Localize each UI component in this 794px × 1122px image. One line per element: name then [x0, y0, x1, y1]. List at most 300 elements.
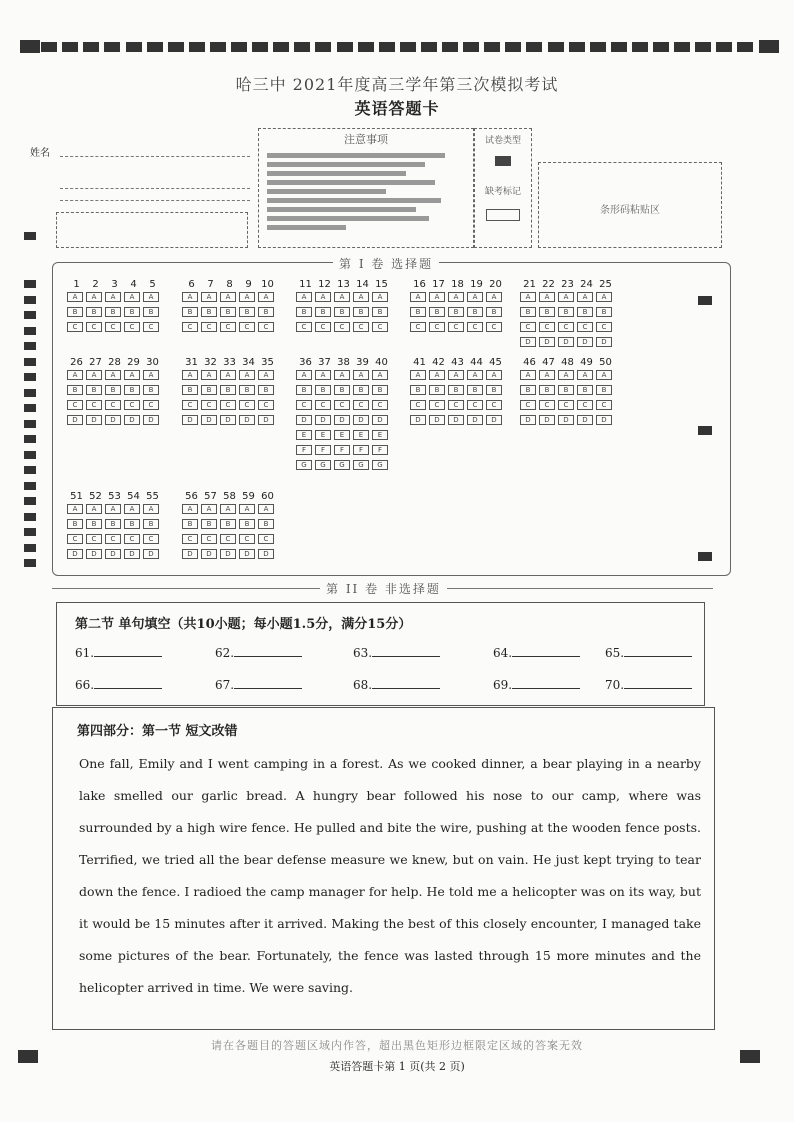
answer-bubble[interactable]: D: [67, 549, 83, 559]
answer-bubble[interactable]: B: [467, 385, 483, 395]
answer-bubble[interactable]: C: [67, 534, 83, 544]
answer-bubble[interactable]: D: [143, 549, 159, 559]
option-row: [296, 415, 391, 428]
answer-bubble[interactable]: G: [296, 460, 312, 470]
answer-bubble[interactable]: D: [182, 415, 198, 425]
answer-bubble[interactable]: D: [353, 415, 369, 425]
answer-bubble[interactable]: B: [239, 385, 255, 395]
answer-bubble[interactable]: C: [201, 534, 217, 544]
answer-bubble[interactable]: B: [520, 307, 536, 317]
answer-bubble[interactable]: A: [239, 292, 255, 302]
question-number: 46: [523, 357, 536, 368]
question-number: 19: [470, 279, 483, 290]
answer-bubble[interactable]: C: [539, 322, 555, 332]
timing-mark: [294, 42, 310, 52]
answer-bubble[interactable]: B: [201, 385, 217, 395]
answer-bubble[interactable]: A: [467, 292, 483, 302]
timing-mark: [24, 280, 36, 288]
answer-bubble[interactable]: D: [467, 415, 483, 425]
answer-bubble[interactable]: D: [539, 415, 555, 425]
answer-bubble[interactable]: A: [448, 292, 464, 302]
answer-bubble[interactable]: A: [201, 292, 217, 302]
answer-bubble[interactable]: B: [220, 385, 236, 395]
answer-bubble[interactable]: B: [558, 307, 574, 317]
answer-bubble[interactable]: B: [334, 385, 350, 395]
answer-bubble[interactable]: A: [124, 504, 140, 514]
blank-line[interactable]: [372, 645, 440, 657]
answer-bubble[interactable]: B: [105, 307, 121, 317]
answer-bubble[interactable]: B: [86, 519, 102, 529]
answer-bubble[interactable]: C: [67, 322, 83, 332]
answer-bubble[interactable]: B: [448, 385, 464, 395]
notice-box: [258, 128, 474, 248]
answer-bubble[interactable]: A: [372, 292, 388, 302]
answer-bubble[interactable]: C: [182, 400, 198, 410]
option-row: [410, 400, 505, 413]
answer-bubble[interactable]: C: [596, 322, 612, 332]
answer-bubble[interactable]: B: [124, 385, 140, 395]
answer-bubble[interactable]: C: [201, 322, 217, 332]
option-row: [410, 415, 505, 428]
answer-bubble[interactable]: B: [334, 307, 350, 317]
question-number: 25: [599, 279, 612, 290]
answer-bubble[interactable]: C: [143, 534, 159, 544]
timing-mark: [759, 40, 779, 53]
answer-bubble[interactable]: C: [315, 400, 331, 410]
answer-bubble[interactable]: A: [520, 370, 536, 380]
answer-bubble[interactable]: C: [220, 534, 236, 544]
answer-bubble[interactable]: D: [429, 415, 445, 425]
answer-bubble[interactable]: C: [105, 534, 121, 544]
answer-bubble[interactable]: D: [201, 415, 217, 425]
answer-bubble[interactable]: B: [410, 307, 426, 317]
answer-bubble[interactable]: A: [143, 370, 159, 380]
timing-mark: [24, 559, 36, 567]
answer-bubble[interactable]: C: [143, 322, 159, 332]
answer-bubble[interactable]: B: [577, 307, 593, 317]
answer-bubble[interactable]: A: [67, 370, 83, 380]
answer-bubble[interactable]: B: [124, 519, 140, 529]
answer-bubble[interactable]: A: [520, 292, 536, 302]
answer-bubble[interactable]: B: [258, 385, 274, 395]
timing-mark: [189, 42, 205, 52]
timing-mark: [315, 42, 331, 52]
blank-line[interactable]: [372, 677, 440, 689]
answer-bubble[interactable]: A: [539, 370, 555, 380]
answer-bubble[interactable]: C: [124, 534, 140, 544]
answer-bubble[interactable]: B: [596, 385, 612, 395]
blank-line[interactable]: [512, 645, 580, 657]
answer-bubble[interactable]: E: [296, 430, 312, 440]
question-number: 49: [580, 357, 593, 368]
answer-bubble[interactable]: D: [220, 415, 236, 425]
answer-bubble[interactable]: B: [67, 307, 83, 317]
answer-bubble[interactable]: A: [429, 370, 445, 380]
answer-bubble[interactable]: B: [124, 307, 140, 317]
blank-item[interactable]: [75, 645, 162, 660]
answer-bubble[interactable]: G: [315, 460, 331, 470]
answer-bubble[interactable]: B: [353, 307, 369, 317]
answer-bubble[interactable]: B: [182, 385, 198, 395]
answer-bubble[interactable]: A: [105, 370, 121, 380]
answer-bubble[interactable]: A: [201, 504, 217, 514]
answer-bubble[interactable]: D: [124, 415, 140, 425]
answer-bubble[interactable]: C: [124, 322, 140, 332]
answer-bubble[interactable]: D: [258, 549, 274, 559]
answer-bubble[interactable]: D: [596, 337, 612, 347]
answer-bubble[interactable]: D: [486, 415, 502, 425]
timing-mark: [24, 327, 36, 335]
answer-bubble[interactable]: C: [410, 400, 426, 410]
answer-bubble[interactable]: C: [353, 322, 369, 332]
answer-bubble[interactable]: C: [315, 322, 331, 332]
answer-bubble[interactable]: B: [201, 307, 217, 317]
answer-bubble[interactable]: A: [353, 292, 369, 302]
answer-bubble[interactable]: B: [448, 307, 464, 317]
answer-bubble[interactable]: C: [577, 322, 593, 332]
answer-bubble[interactable]: C: [239, 322, 255, 332]
answer-bubble[interactable]: B: [577, 385, 593, 395]
answer-bubble[interactable]: B: [372, 385, 388, 395]
answer-bubble[interactable]: D: [520, 415, 536, 425]
answer-bubble[interactable]: C: [86, 322, 102, 332]
answer-bubble[interactable]: D: [577, 337, 593, 347]
answer-bubble[interactable]: B: [539, 385, 555, 395]
option-row: [296, 460, 391, 473]
answer-bubble[interactable]: A: [67, 292, 83, 302]
answer-bubble[interactable]: D: [334, 415, 350, 425]
answer-bubble[interactable]: A: [353, 370, 369, 380]
blank-line[interactable]: [512, 677, 580, 689]
answer-bubble[interactable]: C: [201, 400, 217, 410]
answer-bubble[interactable]: B: [201, 519, 217, 529]
answer-bubble[interactable]: D: [372, 415, 388, 425]
answer-bubble[interactable]: B: [372, 307, 388, 317]
answer-bubble[interactable]: A: [182, 292, 198, 302]
blank-item[interactable]: [605, 677, 692, 692]
answer-bubble[interactable]: E: [353, 430, 369, 440]
answer-bubble[interactable]: B: [67, 385, 83, 395]
answer-bubble[interactable]: A: [143, 292, 159, 302]
answer-bubble[interactable]: B: [520, 385, 536, 395]
answer-bubble[interactable]: D: [182, 549, 198, 559]
answer-bubble[interactable]: A: [410, 292, 426, 302]
answer-bubble[interactable]: A: [239, 370, 255, 380]
answer-bubble[interactable]: C: [410, 322, 426, 332]
answer-bubble[interactable]: D: [86, 415, 102, 425]
answer-bubble[interactable]: B: [410, 385, 426, 395]
answer-bubble[interactable]: B: [143, 307, 159, 317]
answer-bubble[interactable]: C: [258, 534, 274, 544]
answer-bubble[interactable]: E: [334, 430, 350, 440]
answer-bubble[interactable]: B: [429, 385, 445, 395]
answer-bubble[interactable]: C: [296, 400, 312, 410]
answer-bubble[interactable]: C: [429, 400, 445, 410]
answer-bubble[interactable]: A: [334, 370, 350, 380]
answer-bubble[interactable]: B: [296, 307, 312, 317]
answer-bubble[interactable]: C: [558, 400, 574, 410]
answer-bubble[interactable]: A: [182, 370, 198, 380]
answer-bubble[interactable]: B: [182, 307, 198, 317]
answer-bubble[interactable]: D: [105, 549, 121, 559]
answer-bubble[interactable]: C: [596, 400, 612, 410]
answer-bubble[interactable]: B: [315, 385, 331, 395]
option-row: [67, 292, 162, 305]
answer-bubble[interactable]: A: [182, 504, 198, 514]
answer-bubble[interactable]: B: [220, 519, 236, 529]
answer-bubble[interactable]: A: [577, 292, 593, 302]
answer-bubble[interactable]: C: [334, 400, 350, 410]
answer-bubble[interactable]: A: [86, 292, 102, 302]
answer-bubble[interactable]: C: [486, 400, 502, 410]
answer-bubble[interactable]: A: [315, 292, 331, 302]
seat-field[interactable]: [60, 200, 250, 201]
answer-bubble[interactable]: C: [220, 322, 236, 332]
answer-bubble[interactable]: C: [182, 322, 198, 332]
answer-bubble[interactable]: D: [258, 415, 274, 425]
answer-bubble[interactable]: A: [258, 292, 274, 302]
answer-bubble[interactable]: A: [143, 504, 159, 514]
blank-item[interactable]: [215, 645, 302, 660]
answer-bubble[interactable]: A: [429, 292, 445, 302]
blank-item[interactable]: [493, 645, 580, 660]
option-row: [182, 415, 277, 428]
blank-number: 61.: [75, 646, 95, 660]
blank-item[interactable]: [75, 677, 162, 692]
answer-bubble[interactable]: C: [86, 534, 102, 544]
answer-bubble[interactable]: B: [67, 519, 83, 529]
answer-bubble[interactable]: D: [558, 337, 574, 347]
answer-bubble[interactable]: D: [520, 337, 536, 347]
answer-bubble[interactable]: D: [86, 549, 102, 559]
answer-bubble[interactable]: C: [67, 400, 83, 410]
answer-bubble[interactable]: B: [105, 519, 121, 529]
answer-bubble[interactable]: C: [486, 322, 502, 332]
answer-bubble[interactable]: C: [258, 400, 274, 410]
answer-bubble[interactable]: D: [105, 415, 121, 425]
blank-line[interactable]: [94, 645, 162, 657]
answer-bubble[interactable]: C: [467, 400, 483, 410]
answer-bubble[interactable]: B: [258, 307, 274, 317]
option-row: [67, 307, 162, 320]
answer-bubble[interactable]: A: [124, 292, 140, 302]
answer-bubble[interactable]: E: [315, 430, 331, 440]
answer-bubble[interactable]: A: [315, 370, 331, 380]
answer-bubble[interactable]: B: [86, 307, 102, 317]
question-number: 43: [451, 357, 464, 368]
answer-bubble[interactable]: A: [558, 370, 574, 380]
answer-group: [520, 279, 615, 350]
answer-bubble[interactable]: A: [596, 292, 612, 302]
answer-bubble[interactable]: D: [539, 337, 555, 347]
answer-bubble[interactable]: G: [353, 460, 369, 470]
answer-bubble[interactable]: C: [372, 400, 388, 410]
answer-bubble[interactable]: A: [410, 370, 426, 380]
answer-bubble[interactable]: B: [296, 385, 312, 395]
answer-bubble[interactable]: B: [220, 307, 236, 317]
answer-bubble[interactable]: A: [124, 370, 140, 380]
answer-bubble[interactable]: A: [220, 370, 236, 380]
blank-line[interactable]: [94, 677, 162, 689]
answer-bubble[interactable]: C: [429, 322, 445, 332]
question-number: 20: [489, 279, 502, 290]
timing-mark: [83, 42, 99, 52]
answer-bubble[interactable]: F: [296, 445, 312, 455]
answer-bubble[interactable]: C: [577, 400, 593, 410]
answer-bubble[interactable]: C: [86, 400, 102, 410]
blank-item[interactable]: [605, 645, 692, 660]
answer-bubble[interactable]: A: [296, 370, 312, 380]
timing-mark: [24, 420, 36, 428]
error-correction-passage[interactable]: One fall, Emily and I went camping in a forest. As we cooked dinner, a bear playing in a nearby lake smelled our garlic bread. A hungry bear followed his nose to our camp, where was surrounded by a high wire fence. He pulled and bite the wire, pushing at the wooden fence posts. Terrified, we tried all the bear defense measure we knew, but on vain. He just kept trying to tear down the fence. I radioed the camp manager for help. He told me a helicopter was on its way, but it would be 15 minutes after it arrived. Making the best of this closely encounter, I managed take some pictures of the bear. Fortunately, the fence was lasted through 15 more minutes and the helicopter arrived in time. We were saving.: [79, 756, 701, 995]
answer-bubble[interactable]: B: [315, 307, 331, 317]
answer-bubble[interactable]: A: [105, 504, 121, 514]
answer-bubble[interactable]: A: [539, 292, 555, 302]
answer-bubble[interactable]: D: [220, 549, 236, 559]
answer-bubble[interactable]: A: [486, 292, 502, 302]
answer-bubble[interactable]: A: [448, 370, 464, 380]
answer-bubble[interactable]: D: [448, 415, 464, 425]
answer-bubble[interactable]: A: [258, 504, 274, 514]
answer-bubble[interactable]: C: [239, 400, 255, 410]
answer-bubble[interactable]: D: [596, 415, 612, 425]
blank-number: 70.: [605, 678, 625, 692]
answer-bubble[interactable]: A: [334, 292, 350, 302]
timing-mark: [632, 42, 648, 52]
answer-bubble[interactable]: C: [448, 400, 464, 410]
blank-item[interactable]: [353, 645, 440, 660]
answer-bubble[interactable]: D: [67, 415, 83, 425]
answer-bubble[interactable]: A: [201, 370, 217, 380]
answer-bubble[interactable]: A: [105, 292, 121, 302]
answer-bubble[interactable]: C: [239, 534, 255, 544]
answer-bubble[interactable]: D: [239, 549, 255, 559]
answer-bubble[interactable]: B: [239, 519, 255, 529]
answer-bubble[interactable]: D: [558, 415, 574, 425]
answer-bubble[interactable]: B: [105, 385, 121, 395]
answer-bubble[interactable]: C: [520, 400, 536, 410]
answer-bubble[interactable]: C: [296, 322, 312, 332]
answer-bubble[interactable]: B: [539, 307, 555, 317]
answer-bubble[interactable]: C: [353, 400, 369, 410]
exam-title: 哈三中 2021年度高三学年第三次模拟考试: [235, 75, 559, 94]
answer-bubble[interactable]: D: [239, 415, 255, 425]
answer-bubble[interactable]: D: [124, 549, 140, 559]
answer-bubble[interactable]: D: [143, 415, 159, 425]
answer-bubble[interactable]: C: [124, 400, 140, 410]
answer-bubble[interactable]: F: [353, 445, 369, 455]
answer-bubble[interactable]: B: [429, 307, 445, 317]
blank-item[interactable]: [493, 677, 580, 692]
answer-bubble[interactable]: A: [596, 370, 612, 380]
answer-bubble[interactable]: A: [67, 504, 83, 514]
answer-bubble[interactable]: C: [372, 322, 388, 332]
answer-bubble[interactable]: G: [334, 460, 350, 470]
answer-bubble[interactable]: B: [258, 519, 274, 529]
answer-bubble[interactable]: A: [467, 370, 483, 380]
answer-bubble[interactable]: F: [372, 445, 388, 455]
answer-bubble[interactable]: B: [143, 385, 159, 395]
answer-bubble[interactable]: C: [182, 534, 198, 544]
answer-bubble[interactable]: C: [334, 322, 350, 332]
option-row: [182, 549, 277, 562]
answer-bubble[interactable]: F: [334, 445, 350, 455]
class-field[interactable]: [60, 188, 250, 189]
answer-bubble[interactable]: C: [539, 400, 555, 410]
answer-bubble[interactable]: C: [105, 400, 121, 410]
answer-bubble[interactable]: A: [86, 504, 102, 514]
answer-bubble[interactable]: D: [201, 549, 217, 559]
timing-mark: [716, 42, 732, 52]
question-number: 15: [375, 279, 388, 290]
question-number: 52: [89, 491, 102, 502]
answer-bubble[interactable]: D: [410, 415, 426, 425]
answer-bubble[interactable]: C: [258, 322, 274, 332]
answer-bubble[interactable]: C: [448, 322, 464, 332]
answer-bubble[interactable]: E: [372, 430, 388, 440]
answer-bubble[interactable]: A: [372, 370, 388, 380]
answer-bubble[interactable]: B: [596, 307, 612, 317]
blank-line[interactable]: [234, 677, 302, 689]
answer-bubble[interactable]: C: [220, 400, 236, 410]
answer-bubble[interactable]: B: [486, 307, 502, 317]
answer-bubble[interactable]: B: [182, 519, 198, 529]
name-field[interactable]: [60, 156, 250, 157]
answer-bubble[interactable]: A: [486, 370, 502, 380]
answer-bubble[interactable]: B: [486, 385, 502, 395]
answer-bubble[interactable]: D: [315, 415, 331, 425]
answer-bubble[interactable]: A: [220, 504, 236, 514]
answer-bubble[interactable]: D: [577, 415, 593, 425]
answer-bubble[interactable]: F: [315, 445, 331, 455]
answer-bubble[interactable]: B: [86, 385, 102, 395]
answer-bubble[interactable]: B: [239, 307, 255, 317]
answer-bubble[interactable]: C: [558, 322, 574, 332]
timing-mark: [526, 42, 542, 52]
option-row: [182, 400, 277, 413]
answer-bubble[interactable]: G: [372, 460, 388, 470]
answer-bubble[interactable]: A: [86, 370, 102, 380]
answer-bubble[interactable]: C: [520, 322, 536, 332]
answer-bubble[interactable]: A: [239, 504, 255, 514]
answer-bubble[interactable]: A: [577, 370, 593, 380]
blank-line[interactable]: [624, 645, 692, 657]
answer-bubble[interactable]: B: [467, 307, 483, 317]
answer-bubble[interactable]: B: [558, 385, 574, 395]
answer-bubble[interactable]: C: [105, 322, 121, 332]
blank-item[interactable]: [215, 677, 302, 692]
answer-bubble[interactable]: B: [143, 519, 159, 529]
answer-bubble[interactable]: C: [143, 400, 159, 410]
absent-bubble[interactable]: [486, 209, 520, 221]
answer-bubble[interactable]: B: [353, 385, 369, 395]
answer-bubble[interactable]: A: [220, 292, 236, 302]
answer-bubble[interactable]: A: [258, 370, 274, 380]
answer-bubble[interactable]: A: [296, 292, 312, 302]
id-note-box: [56, 212, 248, 248]
answer-bubble[interactable]: D: [296, 415, 312, 425]
question-number: 42: [432, 357, 445, 368]
timing-mark: [698, 552, 712, 561]
option-row: [520, 337, 615, 350]
paper-type-bubble[interactable]: [495, 156, 511, 166]
blank-line[interactable]: [234, 645, 302, 657]
blank-line[interactable]: [624, 677, 692, 689]
answer-bubble[interactable]: A: [558, 292, 574, 302]
question-number: 10: [261, 279, 274, 290]
blank-item[interactable]: [353, 677, 440, 692]
answer-bubble[interactable]: C: [467, 322, 483, 332]
